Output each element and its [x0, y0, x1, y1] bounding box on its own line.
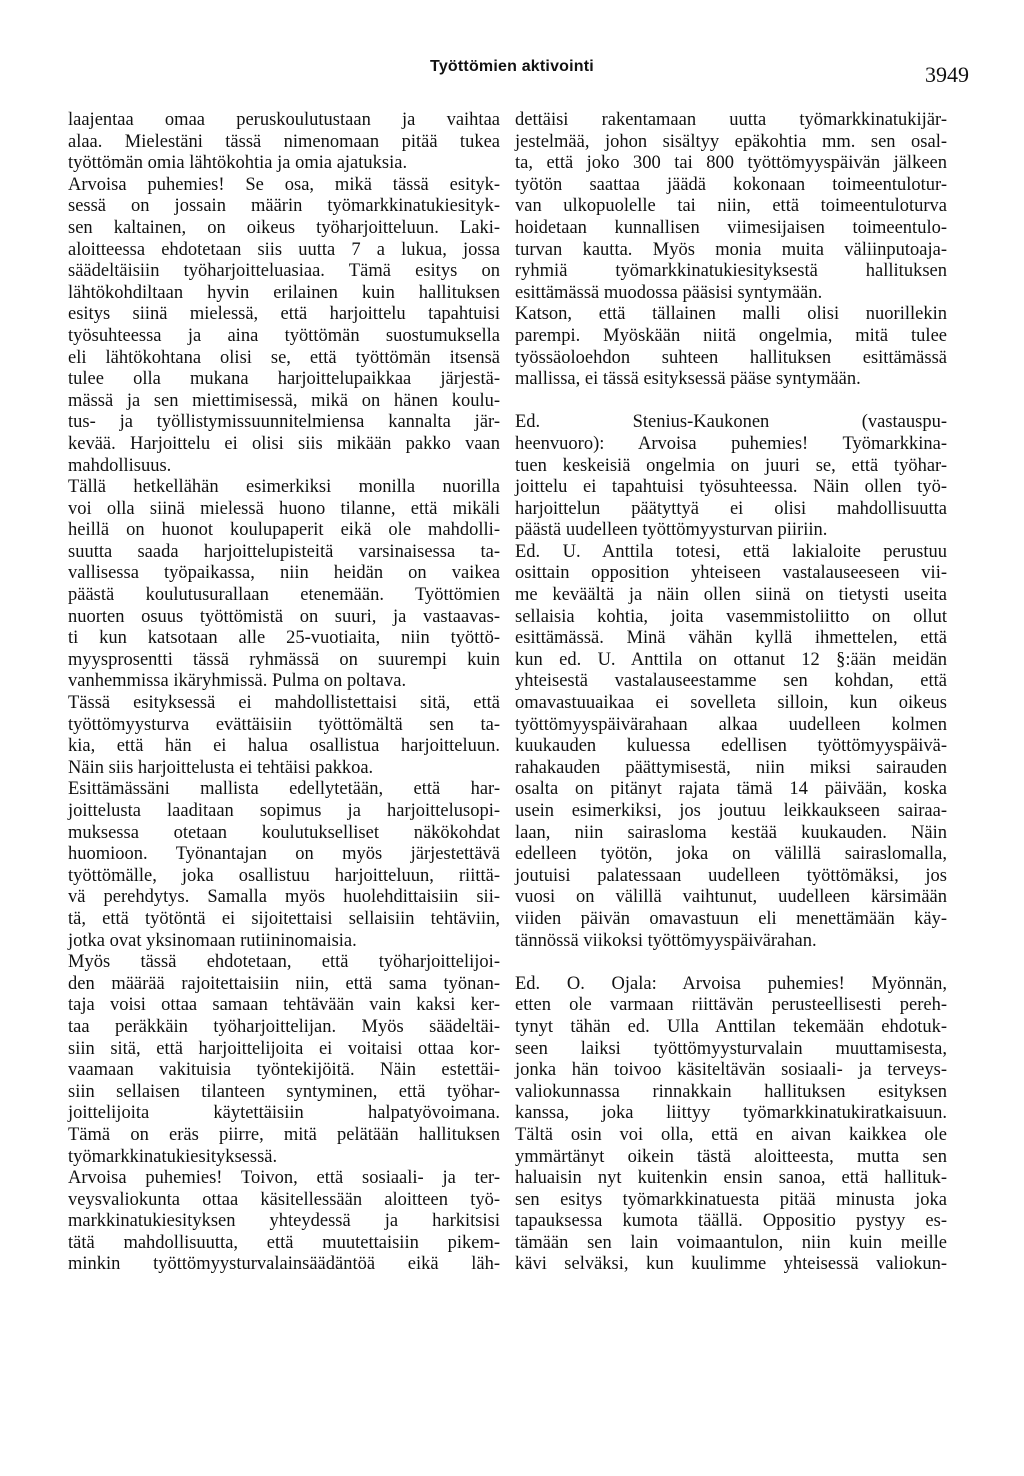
text-line: siin sitä, että harjoittelijoita ei voitaisi ottaa kor-: [68, 1038, 500, 1059]
text-line: päästä uudelleen työttömyysturvan piiriin.: [515, 520, 828, 541]
text-line: minkin työttömyysturvalainsäädäntöä eikä läh-: [68, 1254, 500, 1275]
text-line: lähtökohdiltaan hyvin erilainen kuin hallituksen: [68, 282, 500, 303]
text-line: joittelu ei tapahtuisi työsuhteessa. Näin ollen työ-: [515, 477, 947, 498]
text-line: haluaisin nyt kuitenkin ensin sanoa, että hallituk-: [515, 1168, 947, 1189]
text-line: Näin siis harjoittelusta ei tehtäisi pakkoa.: [68, 757, 374, 778]
text-line: aloitteessa ehdotetaan siis uutta 7 a lukua, jossa: [68, 239, 500, 260]
text-line: Tässä esityksessä ei mahdollistettaisi sitä, että: [68, 693, 500, 714]
text-line: seen laiksi työttömyysturvalain muuttamisesta,: [515, 1038, 947, 1059]
text-line: työsuhteessa ja aina työttömän suostumuksella: [68, 325, 500, 346]
text-line: omavastuuaikaa ei sovelleta silloin, kun oikeus: [515, 693, 947, 714]
text-line: osittain opposition yhteiseen vastalauseeseen vii-: [515, 563, 947, 584]
text-line: alaa. Mielestäni tässä nimenomaan pitää tukea: [68, 131, 500, 152]
text-line: mahdollisuus.: [68, 455, 172, 476]
left-text-column: [68, 110, 500, 1276]
text-line: työssäoloehdon suhteen hallituksen esittämässä: [515, 347, 947, 368]
text-line: rahakauden päättymisestä, niin miksi sairauden: [515, 757, 947, 778]
text-line: valiokunnassa rinnakkain hallituksen esityksen: [515, 1081, 947, 1102]
text-line: laajentaa omaa peruskoulutustaan ja vaihtaa: [68, 110, 500, 130]
text-line: Arvoisa puhemies! Se osa, mikä tässä esityk-: [68, 174, 500, 195]
text-line: esittämässä muodossa pääsisi syntymään.: [515, 282, 823, 303]
text-line: vaamaan vakituisia työntekijöitä. Näin estettäi-: [68, 1060, 500, 1081]
text-line: Ed. O. Ojala: Arvoisa puhemies! Myönnän,: [515, 973, 947, 994]
text-line: vä perehdytys. Samalla myös huolehdittaisiin sii-: [68, 887, 500, 908]
text-line: markkinatukiesityksen yhteydessä ja harkitsisi: [68, 1211, 500, 1232]
text-line: Tältä osin voi olla, että en aivan kaikkea ole: [515, 1124, 947, 1145]
text-line: tulee olla mukana harjoittelupaikkaa järjestä-: [68, 369, 500, 390]
text-line: taa peräkkäin työharjoittelijan. Myös säädeltäi-: [68, 1016, 500, 1037]
text-line: heenvuoro): Arvoisa puhemies! Työmarkkina-: [515, 433, 947, 454]
text-line: yhteisestä vastalauseestamme sen kohdan, että: [515, 671, 947, 692]
text-line: päästä koulutusurallaan etenemään. Työttömien: [68, 585, 500, 606]
running-head: Työttömien aktivointi: [430, 58, 594, 75]
text-line: mallissa, ei tässä esityksessä pääse syntymään.: [515, 369, 861, 390]
text-line: vuosi on välillä vaihtunut, uudelleen kärsimään: [515, 887, 947, 908]
text-line: taja voisi ottaa samaan tehtävään vain kaksi ker-: [68, 995, 500, 1016]
text-line: kanssa, joka liittyy työmarkkinatukiratkaisuun.: [515, 1103, 947, 1124]
text-line: den määrää rajoitettaisiin niin, että sama työnan-: [68, 973, 500, 994]
text-line: dettäisi rakentamaan uutta työmarkkinatukijär-: [515, 110, 947, 130]
text-line: veysvaliokunta ottaa käsitellessään aloitteen työ-: [68, 1189, 500, 1210]
text-line: kävi selväksi, kun kuulimme yhteisessä valiokun-: [515, 1254, 947, 1275]
text-line: ta, että joko 300 tai 800 työttömyyspäivän jälkeen: [515, 153, 947, 174]
text-line: turvan kautta. Myös monia muita väliinputoaja-: [515, 239, 947, 260]
text-line: ymmärtänyt oikein tästä aloitteesta, mutta sen: [515, 1146, 947, 1167]
text-line: joittelijoita käytettäisiin halpatyövoimana.: [68, 1103, 500, 1124]
right-text-column: [515, 110, 947, 1276]
text-line: kuukauden kuluessa edellisen työttömyyspäivä-: [515, 736, 947, 757]
text-line: tämään sen lain voimaantulon, niin kuin meille: [515, 1232, 947, 1253]
text-line: sen esitys työmarkkinatuesta pitää minusta joka: [515, 1189, 947, 1210]
text-line: heillä on huonot koulupaperit eikä ole mahdolli-: [68, 520, 500, 541]
text-line: Esittämässäni mallista edellytetään, että har-: [68, 779, 500, 800]
text-line: jonka hän toivoo käsiteltävän sosiaali- ja terveys-: [515, 1060, 947, 1081]
text-line: työttömälle, joka osallistuu harjoitteluun, riittä-: [68, 865, 500, 886]
text-line: Ed. U. Anttila totesi, että lakialoite perustuu: [515, 541, 947, 562]
text-line: Tämä on eräs piirre, mitä pelätään hallituksen: [68, 1124, 500, 1145]
text-line: parempi. Myöskään niitä ongelmia, mitä tulee: [515, 325, 947, 346]
text-line: osalta on pitänyt rajata tämä 14 päivään, koska: [515, 779, 947, 800]
text-line: mässä ja sen miettimisessä, mikä on hänen koulu-: [68, 390, 500, 411]
text-line: joutuisi palatessaan uudelleen työttömäksi, jos: [515, 865, 947, 886]
text-line: jestelmää, johon sisältyy epäkohtia mm. sen osal-: [515, 131, 947, 152]
text-line: työttömyyspäivärahaan alkaa uudelleen kolmen: [515, 714, 947, 735]
text-line: työtön saattaa jäädä kokonaan toimeentulotur-: [515, 174, 947, 195]
text-line: [515, 391, 947, 413]
text-line: suutta saada harjoittelupisteitä varsinaisessa ta-: [68, 541, 500, 562]
text-line: jotka ovat yksinomaan rutiininomaisia.: [68, 930, 357, 951]
text-line: esitys siinä mielessä, että harjoittelu tapahtuisi: [68, 304, 500, 325]
text-line: työttömyysturva evättäisiin työttömältä sen ta-: [68, 714, 500, 735]
text-line: huomioon. Työnantajan on myös järjestettävä: [68, 844, 500, 865]
text-line: kia, että hän ei halua osallistua harjoitteluun.: [68, 736, 500, 757]
text-line: muksessa otetaan koulutukselliset näkökohdat: [68, 822, 500, 843]
text-line: hoidetaan kunnallisen viimesijaisen toimeentulo-: [515, 217, 947, 238]
text-line: työttömän omia lähtökohtia ja omia ajatuksia.: [68, 153, 408, 174]
text-line: [515, 952, 947, 974]
text-line: me keväältä ja näin ollen siinä on tietysti useita: [515, 585, 947, 606]
text-line: joittelusta laaditaan sopimus ja harjoittelusopi-: [68, 801, 500, 821]
text-line: kun ed. U. Anttila on ottanut 12 §:ään meidän: [515, 649, 947, 670]
text-line: tännössä viikoksi työttömyyspäivärahan.: [515, 930, 817, 951]
text-line: tätä mahdollisuutta, että muutettaisiin pikem-: [68, 1232, 500, 1253]
text-line: myysprosentti tässä ryhmässä on suurempi kuin: [68, 649, 500, 670]
text-line: tä, että työtöntä ei sijoitettaisi sellaisiin tehtäviin,: [68, 908, 500, 929]
text-line: Ed. Stenius-Kaukonen (vastauspu-: [515, 412, 947, 433]
text-line: usein esimerkiksi, jos joutuu leikkaukseen sairaa-: [515, 801, 947, 821]
text-line: van ulkopuolelle tai niin, että toimeentuloturva: [515, 196, 947, 217]
text-line: vallisessa työpaikassa, niin heidän on vaikea: [68, 563, 500, 584]
text-line: tuen keskeisiä ongelmia on juuri se, että työhar-: [515, 455, 947, 476]
text-line: etten ole varmaan riittävän perusteellisesti pereh-: [515, 995, 947, 1016]
text-line: sellaisia kohtia, joita vasemmistoliitto on ollut: [515, 606, 947, 627]
text-line: edelleen työtön, joka on välillä sairaslomalla,: [515, 844, 947, 865]
text-line: siin sellaisen tilanteen syntyminen, että työhar-: [68, 1081, 500, 1102]
text-line: Katson, että tällainen malli olisi nuorillekin: [515, 304, 947, 325]
text-line: nuorten osuus työttömistä on suuri, ja vastaavas-: [68, 606, 500, 627]
text-line: eli lähtökohtana olisi se, että työttömän itsensä: [68, 347, 500, 368]
text-line: laan, niin sairasloma kestää kuukauden. Näin: [515, 822, 947, 843]
text-line: sen kaltainen, on oikeus työharjoitteluun. Laki-: [68, 217, 500, 238]
page-number: 3949: [925, 62, 969, 87]
text-line: Arvoisa puhemies! Toivon, että sosiaali- ja ter-: [68, 1168, 500, 1189]
text-line: esittämässä. Minä vähän kyllä ihmettelen, että: [515, 628, 947, 649]
text-line: Myös tässä ehdotetaan, että työharjoittelijoi-: [68, 952, 500, 973]
text-line: vanhemmissa ikäryhmissä. Pulma on poltava.: [68, 671, 407, 692]
text-line: tapauksessa kumota täällä. Oppositio pystyy es-: [515, 1211, 947, 1232]
text-line: ti kun katsotaan alle 25-vuotiaita, niin työttö-: [68, 628, 500, 649]
text-line: viiden päivän omavastuun eli menettämään käy-: [515, 908, 947, 929]
text-line: tynyt tähän ed. Ulla Anttilan tekemään ehdotuk-: [515, 1016, 947, 1037]
text-line: ryhmiä työmarkkinatukiesityksestä hallituksen: [515, 261, 947, 282]
text-line: kevää. Harjoittelu ei olisi siis mikään pakko vaan: [68, 433, 500, 454]
text-line: harjoittelun päätyttyä ei olisi mahdollisuutta: [515, 498, 947, 519]
text-line: voi olla siinä mielessä huono tilanne, että mikäli: [68, 498, 500, 519]
text-line: sessä on jossain määrin työmarkkinatukiesityk-: [68, 196, 500, 217]
text-line: Tällä hetkellähän esimerkiksi monilla nuorilla: [68, 477, 500, 498]
text-line: työmarkkinatukiesityksessä.: [68, 1146, 278, 1167]
text-line: säädeltäisiin työharjoitteluasiaa. Tämä esitys on: [68, 261, 500, 282]
text-line: tus- ja työllistymissuunnitelmiensa kannalta jär-: [68, 412, 500, 433]
